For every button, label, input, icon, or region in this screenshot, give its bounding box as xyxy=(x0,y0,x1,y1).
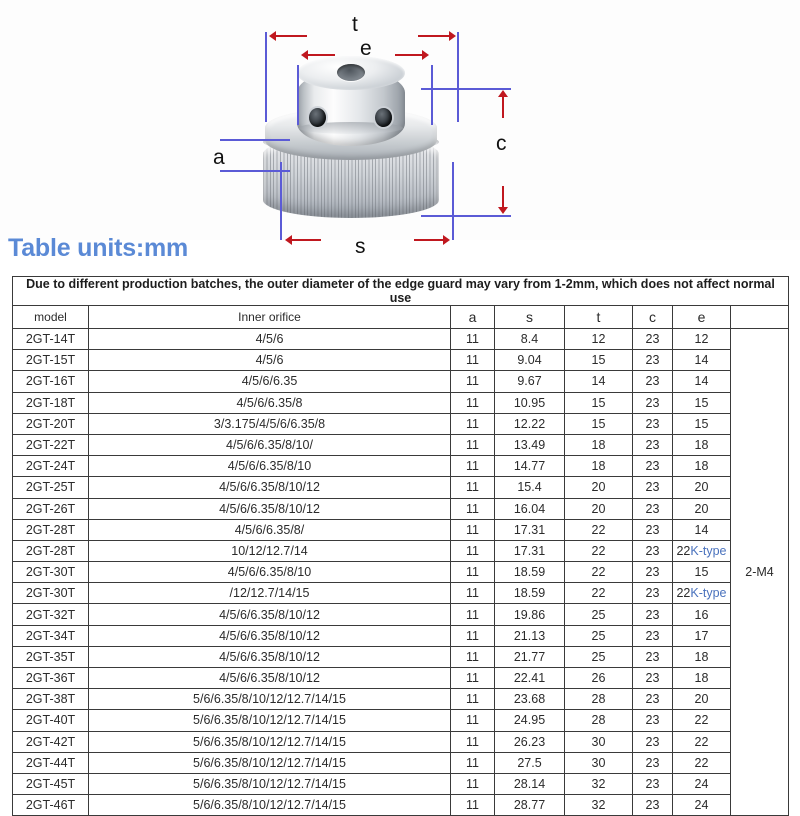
cell-s: 21.77 xyxy=(495,646,565,667)
cell-c: 23 xyxy=(633,773,673,794)
cell-c: 23 xyxy=(633,646,673,667)
table-notice: Due to different production batches, the outer diameter of the edge guard may vary from 1-2mm, which does not affect normal use xyxy=(13,277,789,306)
cell-model: 2GT-25T xyxy=(13,477,89,498)
table-row xyxy=(13,773,789,794)
cell-inner-orifice: 4/5/6 xyxy=(89,329,451,350)
table-row xyxy=(13,519,789,540)
cell-s: 19.86 xyxy=(495,604,565,625)
table-row xyxy=(13,583,789,604)
cell-e xyxy=(673,371,731,392)
cell-model: 2GT-36T xyxy=(13,668,89,689)
cell-e-value: 14 xyxy=(694,353,709,368)
cell-t: 22 xyxy=(565,562,633,583)
dim-arrow-s-right xyxy=(414,235,450,245)
cell-inner-orifice: 5/6/6.35/8/10/12/12.7/14/15 xyxy=(89,689,451,710)
cell-inner-orifice: 3/3.175/4/5/6/6.35/8 xyxy=(89,413,451,434)
cell-e xyxy=(673,625,731,646)
cell-model: 2GT-28T xyxy=(13,540,89,561)
cell-s: 9.67 xyxy=(495,371,565,392)
cell-model: 2GT-16T xyxy=(13,371,89,392)
cell-t: 20 xyxy=(565,498,633,519)
cell-e xyxy=(673,562,731,583)
cell-model: 2GT-35T xyxy=(13,646,89,667)
cell-inner-orifice: 4/5/6/6.35/8/10 xyxy=(89,456,451,477)
cell-t: 22 xyxy=(565,583,633,604)
cell-inner-orifice: 5/6/6.35/8/10/12/12.7/14/15 xyxy=(89,795,451,816)
cell-e-value: 22 xyxy=(694,734,709,749)
cell-e-value: 22 xyxy=(676,543,691,558)
cell-a: 11 xyxy=(451,562,495,583)
dim-label-a: a xyxy=(213,146,225,169)
table-row xyxy=(13,540,789,561)
cell-a: 11 xyxy=(451,434,495,455)
cell-e-value: 24 xyxy=(694,798,709,813)
cell-model: 2GT-30T xyxy=(13,583,89,604)
cell-t: 12 xyxy=(565,329,633,350)
dim-arrow-c-top xyxy=(498,90,508,118)
cell-t: 22 xyxy=(565,519,633,540)
cell-thread-note: 2-M4 xyxy=(731,329,789,816)
cell-e-value: 18 xyxy=(694,459,709,474)
cell-e xyxy=(673,795,731,816)
table-row xyxy=(13,413,789,434)
cell-a: 11 xyxy=(451,583,495,604)
column-header-t: t xyxy=(565,306,633,329)
cell-e-value: 24 xyxy=(694,777,709,792)
cell-c: 23 xyxy=(633,625,673,646)
cell-t: 18 xyxy=(565,456,633,477)
column-header-s: s xyxy=(495,306,565,329)
cell-e xyxy=(673,752,731,773)
cell-e xyxy=(673,413,731,434)
cell-s: 27.5 xyxy=(495,752,565,773)
dim-label-c: c xyxy=(496,132,507,155)
cell-model: 2GT-40T xyxy=(13,710,89,731)
cell-e-value: 16 xyxy=(694,607,709,622)
cell-e-ktype-badge: K-type xyxy=(690,543,727,558)
cell-model: 2GT-44T xyxy=(13,752,89,773)
cell-a: 11 xyxy=(451,350,495,371)
cell-a: 11 xyxy=(451,371,495,392)
cell-s: 13.49 xyxy=(495,434,565,455)
cell-e-value: 15 xyxy=(694,416,709,431)
cell-model: 2GT-14T xyxy=(13,329,89,350)
cell-model: 2GT-15T xyxy=(13,350,89,371)
cell-inner-orifice: 5/6/6.35/8/10/12/12.7/14/15 xyxy=(89,731,451,752)
cell-a: 11 xyxy=(451,731,495,752)
cell-a: 11 xyxy=(451,773,495,794)
cell-a: 11 xyxy=(451,646,495,667)
cell-c: 23 xyxy=(633,477,673,498)
cell-e-value: 14 xyxy=(694,522,709,537)
dim-arrow-e-right xyxy=(395,50,429,60)
cell-t: 14 xyxy=(565,371,633,392)
cell-a: 11 xyxy=(451,392,495,413)
table-row xyxy=(13,562,789,583)
cell-a: 11 xyxy=(451,540,495,561)
spec-table-body xyxy=(13,277,789,816)
cell-t: 25 xyxy=(565,604,633,625)
cell-s: 16.04 xyxy=(495,498,565,519)
dim-arrow-t-left xyxy=(269,31,307,41)
cell-s: 18.59 xyxy=(495,583,565,604)
cell-c: 23 xyxy=(633,413,673,434)
table-row xyxy=(13,795,789,816)
cell-e-value: 22 xyxy=(676,586,691,601)
cell-e xyxy=(673,456,731,477)
table-row xyxy=(13,646,789,667)
cell-c: 23 xyxy=(633,434,673,455)
cell-e-value: 17 xyxy=(694,628,709,643)
dim-arrow-t-right xyxy=(418,31,456,41)
cell-inner-orifice: 4/5/6/6.35/8/10/ xyxy=(89,434,451,455)
cell-e xyxy=(673,668,731,689)
cell-s: 9.04 xyxy=(495,350,565,371)
cell-e-value: 20 xyxy=(694,692,709,707)
cell-s: 17.31 xyxy=(495,540,565,561)
cell-model: 2GT-22T xyxy=(13,434,89,455)
dim-line-s-left xyxy=(280,162,282,240)
cell-e xyxy=(673,329,731,350)
dim-ext-line-c-bottom xyxy=(421,215,511,217)
grub-screw-icon xyxy=(309,108,326,127)
cell-inner-orifice: 4/5/6/6.35/8/10/12 xyxy=(89,498,451,519)
dim-line-t-right xyxy=(457,32,459,122)
cell-model: 2GT-28T xyxy=(13,519,89,540)
column-header-model: model xyxy=(13,306,89,329)
cell-s: 24.95 xyxy=(495,710,565,731)
cell-e xyxy=(673,583,731,604)
cell-inner-orifice: 4/5/6/6.35/8/10/12 xyxy=(89,604,451,625)
cell-c: 23 xyxy=(633,731,673,752)
table-notice-row xyxy=(13,277,789,306)
table-row xyxy=(13,752,789,773)
cell-e xyxy=(673,434,731,455)
cell-c: 23 xyxy=(633,519,673,540)
cell-a: 11 xyxy=(451,668,495,689)
table-row xyxy=(13,477,789,498)
cell-c: 23 xyxy=(633,456,673,477)
cell-inner-orifice: 4/5/6/6.35/8/ xyxy=(89,519,451,540)
cell-s: 28.14 xyxy=(495,773,565,794)
table-row xyxy=(13,731,789,752)
table-row xyxy=(13,498,789,519)
cell-inner-orifice: 4/5/6/6.35/8/10/12 xyxy=(89,646,451,667)
cell-s: 8.4 xyxy=(495,329,565,350)
cell-e-value: 18 xyxy=(694,649,709,664)
cell-inner-orifice: 5/6/6.35/8/10/12/12.7/14/15 xyxy=(89,710,451,731)
page-title: Table units:mm xyxy=(8,234,189,262)
table-row xyxy=(13,689,789,710)
spec-table xyxy=(12,276,789,816)
cell-model: 2GT-38T xyxy=(13,689,89,710)
cell-a: 11 xyxy=(451,795,495,816)
cell-inner-orifice: 4/5/6/6.35/8 xyxy=(89,392,451,413)
cell-c: 23 xyxy=(633,795,673,816)
cell-a: 11 xyxy=(451,604,495,625)
cell-e xyxy=(673,689,731,710)
cell-e-value: 18 xyxy=(694,671,709,686)
table-header-row xyxy=(13,306,789,329)
table-row xyxy=(13,350,789,371)
cell-t: 22 xyxy=(565,540,633,561)
cell-t: 28 xyxy=(565,689,633,710)
column-header-c: c xyxy=(633,306,673,329)
cell-t: 25 xyxy=(565,646,633,667)
cell-c: 23 xyxy=(633,392,673,413)
cell-inner-orifice: 4/5/6/6.35/8/10 xyxy=(89,562,451,583)
cell-c: 23 xyxy=(633,689,673,710)
cell-c: 23 xyxy=(633,350,673,371)
cell-model: 2GT-32T xyxy=(13,604,89,625)
cell-model: 2GT-30T xyxy=(13,562,89,583)
cell-c: 23 xyxy=(633,498,673,519)
dim-arrow-s-left xyxy=(285,235,321,245)
cell-a: 11 xyxy=(451,498,495,519)
cell-a: 11 xyxy=(451,710,495,731)
cell-t: 20 xyxy=(565,477,633,498)
cell-s: 18.59 xyxy=(495,562,565,583)
cell-e-value: 22 xyxy=(694,713,709,728)
cell-e-value: 15 xyxy=(694,565,709,580)
cell-e-value: 22 xyxy=(694,755,709,770)
cell-a: 11 xyxy=(451,329,495,350)
cell-a: 11 xyxy=(451,519,495,540)
cell-t: 28 xyxy=(565,710,633,731)
cell-e-value: 20 xyxy=(694,501,709,516)
cell-s: 17.31 xyxy=(495,519,565,540)
cell-model: 2GT-26T xyxy=(13,498,89,519)
table-row xyxy=(13,604,789,625)
cell-e-value: 12 xyxy=(694,332,709,347)
cell-e xyxy=(673,392,731,413)
table-row xyxy=(13,392,789,413)
table-row xyxy=(13,329,789,350)
cell-t: 15 xyxy=(565,413,633,434)
cell-e xyxy=(673,710,731,731)
cell-inner-orifice: /12/12.7/14/15 xyxy=(89,583,451,604)
cell-e-value: 15 xyxy=(694,395,709,410)
cell-s: 28.77 xyxy=(495,795,565,816)
table-row xyxy=(13,625,789,646)
cell-t: 18 xyxy=(565,434,633,455)
dim-label-t: t xyxy=(352,13,358,36)
cell-s: 23.68 xyxy=(495,689,565,710)
cell-model: 2GT-42T xyxy=(13,731,89,752)
cell-e-ktype-badge: K-type xyxy=(690,586,727,601)
cell-t: 30 xyxy=(565,752,633,773)
dim-line-e-right xyxy=(431,65,433,125)
column-header-a: a xyxy=(451,306,495,329)
cell-e-value: 18 xyxy=(694,438,709,453)
pulley-photo xyxy=(255,48,445,228)
cell-e xyxy=(673,646,731,667)
cell-inner-orifice: 4/5/6/6.35 xyxy=(89,371,451,392)
cell-model: 2GT-45T xyxy=(13,773,89,794)
cell-a: 11 xyxy=(451,456,495,477)
cell-s: 15.4 xyxy=(495,477,565,498)
cell-c: 23 xyxy=(633,562,673,583)
cell-inner-orifice: 4/5/6/6.35/8/10/12 xyxy=(89,625,451,646)
dim-label-s: s xyxy=(355,235,366,258)
dim-label-e: e xyxy=(360,37,372,60)
cell-model: 2GT-18T xyxy=(13,392,89,413)
cell-t: 30 xyxy=(565,731,633,752)
grub-screw-icon xyxy=(375,108,392,127)
cell-t: 15 xyxy=(565,392,633,413)
cell-c: 23 xyxy=(633,668,673,689)
column-header-extra xyxy=(731,306,789,329)
cell-c: 23 xyxy=(633,329,673,350)
cell-c: 23 xyxy=(633,540,673,561)
cell-inner-orifice: 5/6/6.35/8/10/12/12.7/14/15 xyxy=(89,773,451,794)
cell-e xyxy=(673,519,731,540)
column-header-e: e xyxy=(673,306,731,329)
dim-line-t-left xyxy=(265,32,267,122)
cell-model: 2GT-20T xyxy=(13,413,89,434)
table-row xyxy=(13,456,789,477)
cell-t: 15 xyxy=(565,350,633,371)
cell-a: 11 xyxy=(451,625,495,646)
dim-line-e-left xyxy=(297,65,299,125)
cell-a: 11 xyxy=(451,689,495,710)
cell-t: 25 xyxy=(565,625,633,646)
cell-c: 23 xyxy=(633,583,673,604)
cell-s: 26.23 xyxy=(495,731,565,752)
dim-arrow-c-bottom xyxy=(498,186,508,214)
cell-e-value: 14 xyxy=(694,374,709,389)
cell-c: 23 xyxy=(633,710,673,731)
cell-inner-orifice: 4/5/6/6.35/8/10/12 xyxy=(89,477,451,498)
cell-e xyxy=(673,498,731,519)
table-row xyxy=(13,371,789,392)
cell-s: 12.22 xyxy=(495,413,565,434)
cell-e xyxy=(673,350,731,371)
table-row xyxy=(13,434,789,455)
cell-e xyxy=(673,773,731,794)
table-row xyxy=(13,710,789,731)
cell-t: 26 xyxy=(565,668,633,689)
cell-e xyxy=(673,540,731,561)
cell-model: 2GT-46T xyxy=(13,795,89,816)
table-row xyxy=(13,668,789,689)
cell-a: 11 xyxy=(451,413,495,434)
cell-inner-orifice: 4/5/6/6.35/8/10/12 xyxy=(89,668,451,689)
cell-inner-orifice: 5/6/6.35/8/10/12/12.7/14/15 xyxy=(89,752,451,773)
spec-table-container xyxy=(12,276,788,816)
dim-ext-line-a-top xyxy=(220,139,290,141)
cell-s: 21.13 xyxy=(495,625,565,646)
dim-arrow-e-left xyxy=(301,50,335,60)
cell-c: 23 xyxy=(633,604,673,625)
cell-e-value: 20 xyxy=(694,480,709,495)
column-header-inner-orifice: Inner orifice xyxy=(89,306,451,329)
cell-model: 2GT-34T xyxy=(13,625,89,646)
cell-a: 11 xyxy=(451,752,495,773)
cell-e xyxy=(673,477,731,498)
cell-e xyxy=(673,604,731,625)
cell-t: 32 xyxy=(565,773,633,794)
cell-s: 14.77 xyxy=(495,456,565,477)
cell-a: 11 xyxy=(451,477,495,498)
cell-model: 2GT-24T xyxy=(13,456,89,477)
cell-c: 23 xyxy=(633,371,673,392)
cell-inner-orifice: 10/12/12.7/14 xyxy=(89,540,451,561)
cell-inner-orifice: 4/5/6 xyxy=(89,350,451,371)
cell-t: 32 xyxy=(565,795,633,816)
pulley-bore-icon xyxy=(337,64,365,81)
cell-c: 23 xyxy=(633,752,673,773)
dim-line-s-right xyxy=(452,162,454,240)
cell-e xyxy=(673,731,731,752)
cell-s: 10.95 xyxy=(495,392,565,413)
cell-s: 22.41 xyxy=(495,668,565,689)
